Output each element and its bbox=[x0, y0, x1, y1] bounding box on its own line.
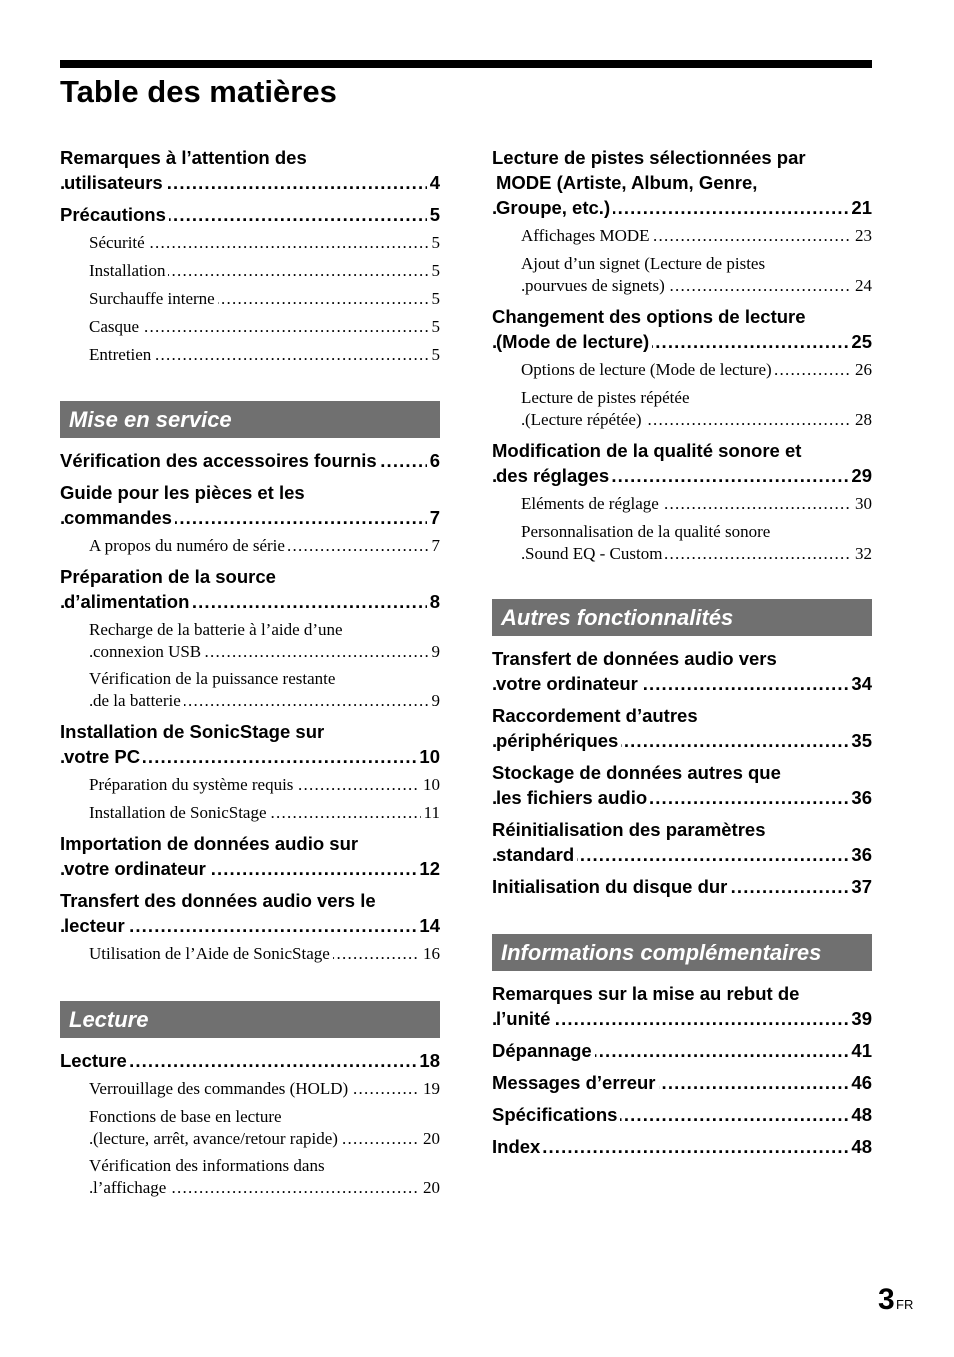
toc-entry[interactable]: Réinitialisation des paramètres standard 36 . . . bbox=[492, 817, 872, 867]
page-ref: 25 bbox=[848, 329, 872, 354]
page-ref: 21 bbox=[848, 195, 872, 220]
page-ref: 7 bbox=[429, 535, 441, 557]
toc-subentry[interactable]: Affichages MODE 23 . . . bbox=[492, 225, 872, 247]
toc-entry[interactable]: Initialisation du disque dur 37 . . . bbox=[492, 874, 872, 899]
page-ref: 6 bbox=[427, 448, 440, 473]
section-header-lecture: Lecture bbox=[60, 1001, 440, 1038]
page-ref: 5 bbox=[429, 260, 441, 282]
toc-subentry[interactable]: Recharge de la batterie à l’aide d’une connexion USB 9 . . . bbox=[60, 619, 440, 663]
page-ref: 20 bbox=[420, 1128, 440, 1150]
page-ref: 20 bbox=[420, 1177, 440, 1199]
toc-entry[interactable]: Remarques à l’attention des utilisateurs 4 . . . bbox=[60, 145, 440, 195]
toc-subentry[interactable]: Personnalisation de la qualité sonore Sound EQ - Custom 32 . . . bbox=[492, 521, 872, 565]
page-ref: 12 bbox=[416, 856, 440, 881]
toc-subentry[interactable]: Surchauffe interne 5 . . . bbox=[60, 288, 440, 310]
page-ref: 46 bbox=[848, 1070, 872, 1095]
toc-subentry[interactable]: Vérification de la puissance restante de la batterie 9 . . . bbox=[60, 668, 440, 712]
toc-entry[interactable]: Préparation de la source d’alimentation 8 . . . bbox=[60, 564, 440, 614]
page-ref: 41 bbox=[848, 1038, 872, 1063]
page-ref: 5 bbox=[427, 202, 440, 227]
toc-subentry[interactable]: Lecture de pistes répétée (Lecture répétée) 28 . . . bbox=[492, 387, 872, 431]
page-ref: 9 bbox=[429, 690, 441, 712]
page-ref: 23 bbox=[852, 225, 872, 247]
toc-entry[interactable]: Lecture de pistes sélectionnées par MODE (Artiste, Album, Genre, Groupe, etc.) 21 . . . bbox=[492, 145, 872, 220]
toc-subentry[interactable]: Préparation du système requis 10 . . . bbox=[60, 774, 440, 796]
page-ref: 16 bbox=[420, 943, 440, 965]
toc-entry[interactable]: Transfert de données audio vers votre ordinateur 34 . . . bbox=[492, 646, 872, 696]
toc-subentry[interactable]: Installation 5 . . . bbox=[60, 260, 440, 282]
page-title: Table des matières bbox=[60, 74, 337, 109]
page-ref: 5 bbox=[429, 344, 441, 366]
page-ref: 4 bbox=[427, 170, 440, 195]
page-ref: 26 bbox=[852, 359, 872, 381]
page-ref: 30 bbox=[852, 493, 872, 515]
toc-entry[interactable]: Installation de SonicStage sur votre PC 10 . . . bbox=[60, 719, 440, 769]
toc-subentry[interactable]: Installation de SonicStage 11 . . . bbox=[60, 802, 440, 824]
toc-subentry[interactable]: Verrouillage des commandes (HOLD) 19 . . . bbox=[60, 1078, 440, 1100]
page-ref: 14 bbox=[416, 913, 440, 938]
page-ref: 5 bbox=[429, 232, 441, 254]
toc-entry[interactable]: Lecture 18 . . . bbox=[60, 1048, 440, 1073]
toc-left-column bbox=[60, 145, 440, 1199]
toc-entry[interactable]: Précautions 5 . . . bbox=[60, 202, 440, 227]
toc-entry[interactable]: Messages d’erreur 46 . . . bbox=[492, 1070, 872, 1095]
toc-subentry[interactable]: Vérification des informations dans l’affichage 20 . . . bbox=[60, 1155, 440, 1199]
page-ref: 9 bbox=[429, 641, 441, 663]
toc-entry[interactable]: Stockage de données autres que les fichiers audio 36 . . . bbox=[492, 760, 872, 810]
toc-subentry[interactable]: Ajout d’un signet (Lecture de pistes pourvues de signets) 24 . . . bbox=[492, 253, 872, 297]
page-ref: 24 bbox=[852, 275, 872, 297]
page-ref: 48 bbox=[848, 1134, 872, 1159]
page-ref: 39 bbox=[848, 1006, 872, 1031]
page-ref: 28 bbox=[852, 409, 872, 431]
page-ref: 48 bbox=[848, 1102, 872, 1127]
toc-entry[interactable]: Index 48 . . . bbox=[492, 1134, 872, 1159]
toc-entry[interactable]: Remarques sur la mise au rebut de l’unité 39 . . . bbox=[492, 981, 872, 1031]
title-rule bbox=[60, 60, 872, 68]
page-ref: 10 bbox=[420, 774, 440, 796]
toc-subentry[interactable]: Entretien 5 . . . bbox=[60, 344, 440, 366]
toc-subentry[interactable]: Utilisation de l’Aide de SonicStage 16 . . . bbox=[60, 943, 440, 965]
toc-subentry[interactable]: Fonctions de base en lecture (lecture, arrêt, avance/retour rapide) 20 . . . bbox=[60, 1106, 440, 1150]
toc-subentry[interactable]: Sécurité 5 . . . bbox=[60, 232, 440, 254]
toc-entry[interactable]: Raccordement d’autres périphériques 35 . . . bbox=[492, 703, 872, 753]
toc-entry[interactable]: Vérification des accessoires fournis 6 . . . bbox=[60, 448, 440, 473]
page-ref: 5 bbox=[429, 316, 441, 338]
toc-subentry[interactable]: Casque 5 . . . bbox=[60, 316, 440, 338]
toc-entry[interactable]: Spécifications 48 . . . bbox=[492, 1102, 872, 1127]
page-ref: 5 bbox=[429, 288, 441, 310]
page-ref: 18 bbox=[416, 1048, 440, 1073]
page-number: 3 bbox=[878, 1283, 895, 1316]
page-ref: 34 bbox=[848, 671, 872, 696]
page-ref: 8 bbox=[427, 589, 440, 614]
toc-entry[interactable]: Guide pour les pièces et les commandes 7 . . . bbox=[60, 480, 440, 530]
page-ref: 36 bbox=[848, 842, 872, 867]
toc-entry[interactable]: Dépannage 41 . . . bbox=[492, 1038, 872, 1063]
page-ref: 35 bbox=[848, 728, 872, 753]
page-ref: 19 bbox=[420, 1078, 440, 1100]
page-ref: 37 bbox=[848, 874, 872, 899]
page-ref: 11 bbox=[421, 802, 440, 824]
toc-subentry[interactable]: Options de lecture (Mode de lecture) 26 . . . bbox=[492, 359, 872, 381]
toc-entry[interactable]: Modification de la qualité sonore et des réglages 29 . . . bbox=[492, 438, 872, 488]
toc-right-column bbox=[492, 145, 872, 1159]
toc-entry[interactable]: Importation de données audio sur votre ordinateur 12 . . . bbox=[60, 831, 440, 881]
page-ref: 36 bbox=[848, 785, 872, 810]
toc-entry[interactable]: Transfert des données audio vers le lecteur 14 . . . bbox=[60, 888, 440, 938]
page-ref: 10 bbox=[416, 744, 440, 769]
section-header-autres-fonctionnalites: Autres fonctionnalités bbox=[492, 599, 872, 636]
toc-subentry[interactable]: Eléments de réglage 30 . . . bbox=[492, 493, 872, 515]
page-ref: 7 bbox=[427, 505, 440, 530]
page-ref: 32 bbox=[852, 543, 872, 565]
toc-entry[interactable]: Changement des options de lecture (Mode de lecture) 25 . . . bbox=[492, 304, 872, 354]
toc-subentry[interactable]: A propos du numéro de série 7 . . . bbox=[60, 535, 440, 557]
section-header-mise-en-service: Mise en service bbox=[60, 401, 440, 438]
section-header-informations-complementaires: Informations complémentaires bbox=[492, 934, 872, 971]
page-ref: 29 bbox=[848, 463, 872, 488]
language-code: FR bbox=[896, 1297, 914, 1312]
